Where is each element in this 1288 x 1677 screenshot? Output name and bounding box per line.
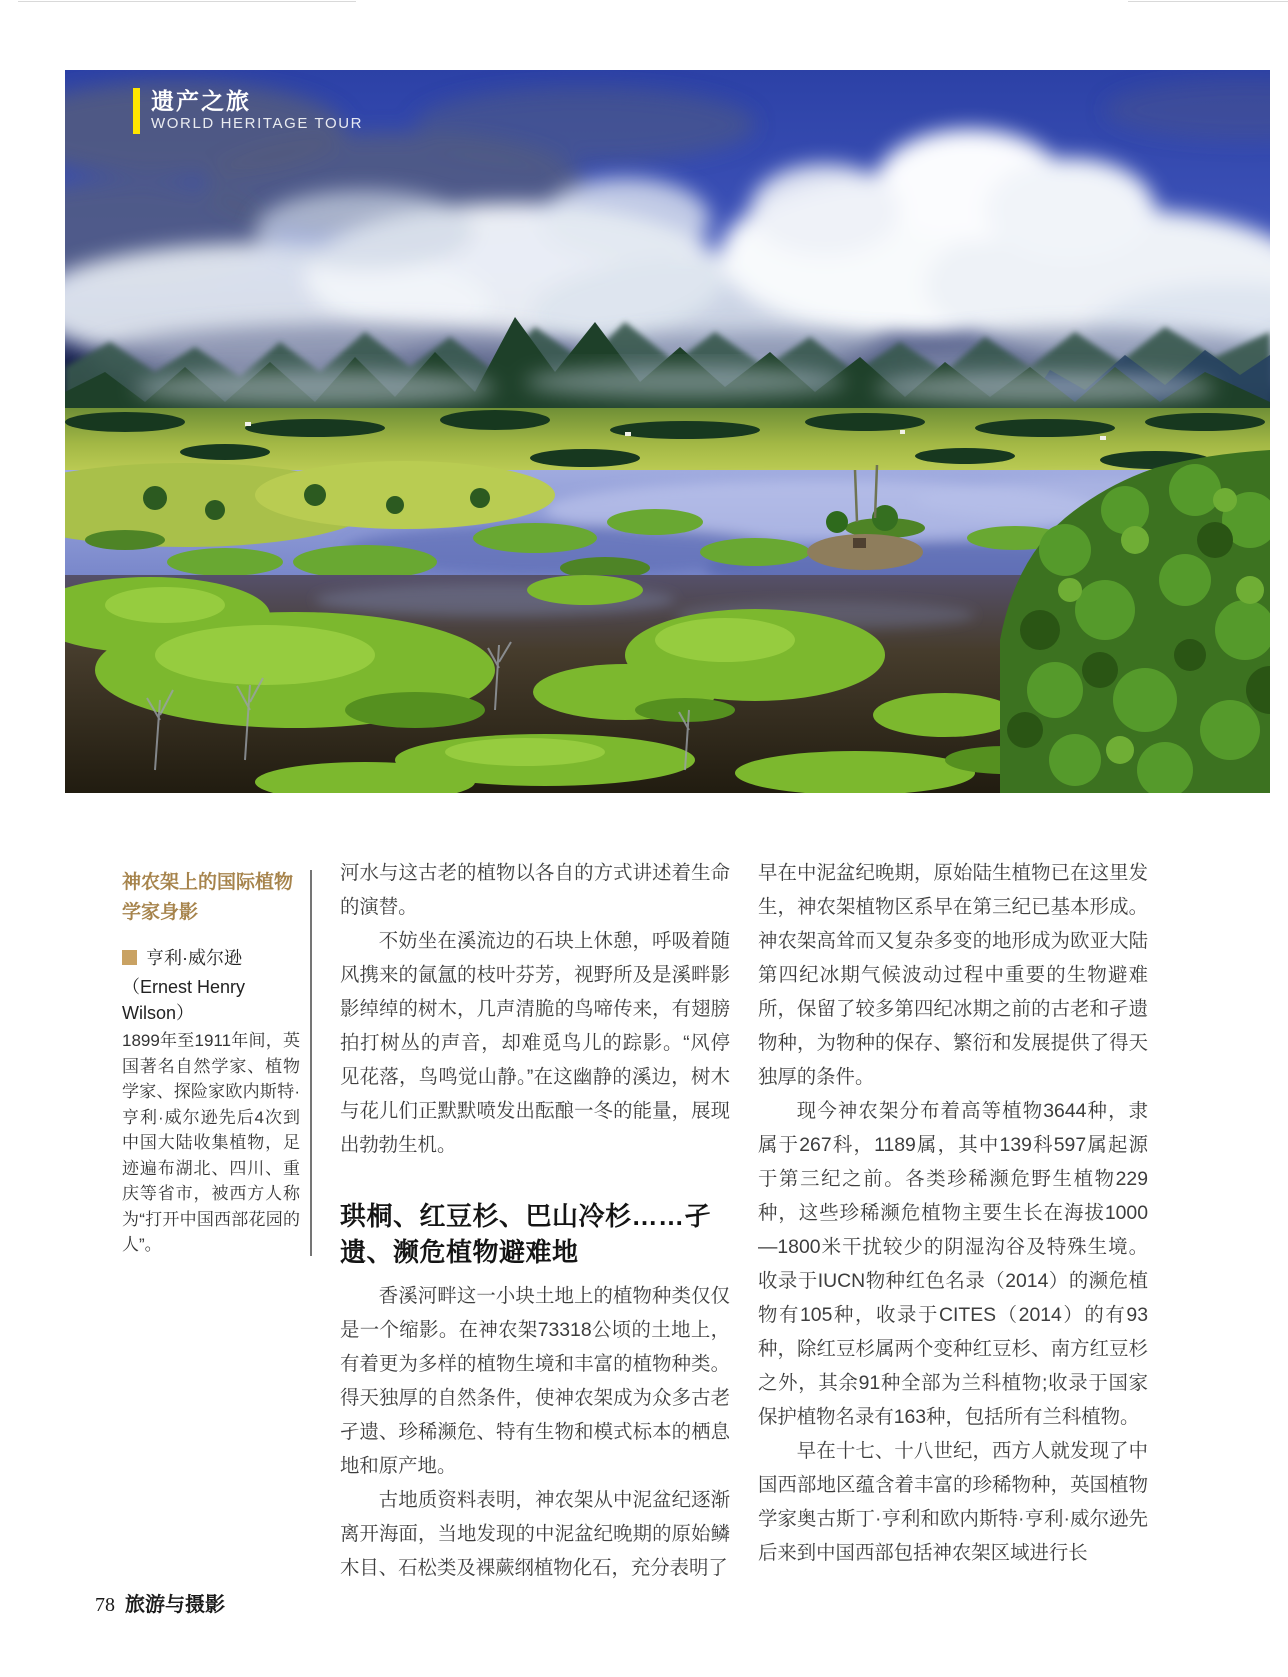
body-paragraph: 古地质资料表明，神农架从中泥盆纪逐渐离开海面，当地发现的中泥盆纪晚期的原始鳞木目、石松类及裸蕨纲植物化石，充分表明了 — [340, 1489, 730, 1579]
section-title-zh: 遗产之旅 — [151, 88, 251, 114]
author-name-en: （Ernest Henry Wilson） — [122, 977, 246, 1023]
section-header — [133, 88, 363, 134]
body-paragraph: 现今神农架分布着高等植物3644种，隶属于267科，1189属，其中139科597属起源于第三纪之前。各类珍稀濒危野生植物229 种，这些珍稀濒危植物主要生长在海拔1000—1800米干扰较少的阴湿沟谷及特殊生境。收录于IUCN物种红色名录（2014）的濒危植物有105种，收录于CITES（2014）的有93种，除红豆杉属两个变种红豆杉、南方红豆杉之外，其余91种全部为兰科植物;收录于国家保护植物名录有163种，包括所有兰科植物。 — [758, 1100, 1148, 1428]
accent-bar — [133, 88, 140, 134]
hero-photo — [65, 70, 1270, 793]
section-title-en: WORLD HERITAGE TOUR — [151, 115, 364, 132]
author-bio: 1899年至1911年间，英国著名自然学家、植物学家、探险家欧内斯特·亨利·威尔逊先后4次到中国大陆收集植物，足迹遍布湖北、四川、重庆等省市，被西方人称为“打开中国西部花园的人”。 — [122, 1031, 300, 1254]
page-number: 78 — [95, 1594, 115, 1616]
landscape-illustration — [65, 70, 1270, 793]
sidebar — [122, 868, 300, 1258]
column-divider — [310, 870, 312, 1256]
square-bullet-icon — [122, 950, 137, 965]
author-name: 亨利·威尔逊 — [146, 948, 242, 968]
body-paragraph: 河水与这古老的植物以各自的方式讲述着生命的演替。 — [340, 862, 730, 918]
body-paragraph: 早在十七、十八世纪，西方人就发现了中国西部地区蕴含着丰富的珍稀物种，英国植物学家奥古斯丁·亨利和欧内斯特·亨利·威尔逊先后来到中国西部包括神农架区域进行长 — [758, 1440, 1148, 1564]
column-right — [758, 856, 1148, 1570]
author-line — [122, 944, 300, 970]
magazine-name: 旅游与摄影 — [125, 1594, 225, 1616]
body-paragraph: 香溪河畔这一小块土地上的植物种类仅仅是一个缩影。在神农架73318公顷的土地上，有着更为多样的植物生境和丰富的植物种类。得天独厚的自然条件，使神农架成为众多古老孑遗、珍稀濒危、特有生物和模式标本的栖息地和原产地。 — [340, 1285, 730, 1477]
crop-mark-left — [18, 1, 356, 2]
crop-mark-right — [1128, 1, 1288, 2]
body-paragraph: 不妨坐在溪流边的石块上休憩，呼吸着随风携来的氤氲的枝叶芬芳，视野所及是溪畔影影绰绰的树木，几声清脆的鸟啼传来，有翅膀拍打树丛的声音，却难觅鸟儿的踪影。“风停见花落，鸟鸣觉山静。”在这幽静的溪边，树木与花儿们正默默喷发出酝酿一冬的能量，展现出勃勃生机。 — [340, 930, 730, 1156]
section-subheading: 珙桐、红豆杉、巴山冷杉……孑遗、濒危植物避难地 — [340, 1201, 712, 1267]
column-middle — [340, 856, 730, 1585]
sidebar-title: 神农架上的国际植物学家身影 — [122, 872, 294, 923]
body-paragraph: 早在中泥盆纪晚期，原始陆生植物已在这里发生，神农架植物区系早在第三纪已基本形成。神农架高耸而又复杂多变的地形成为欧亚大陆第四纪冰期气候波动过程中重要的生物避难所，保留了较多第四纪冰期之前的古老和孑遗物种，为物种的保存、繁衍和发展提供了得天独厚的条件。 — [758, 862, 1148, 1088]
page-footer — [95, 1588, 225, 1617]
